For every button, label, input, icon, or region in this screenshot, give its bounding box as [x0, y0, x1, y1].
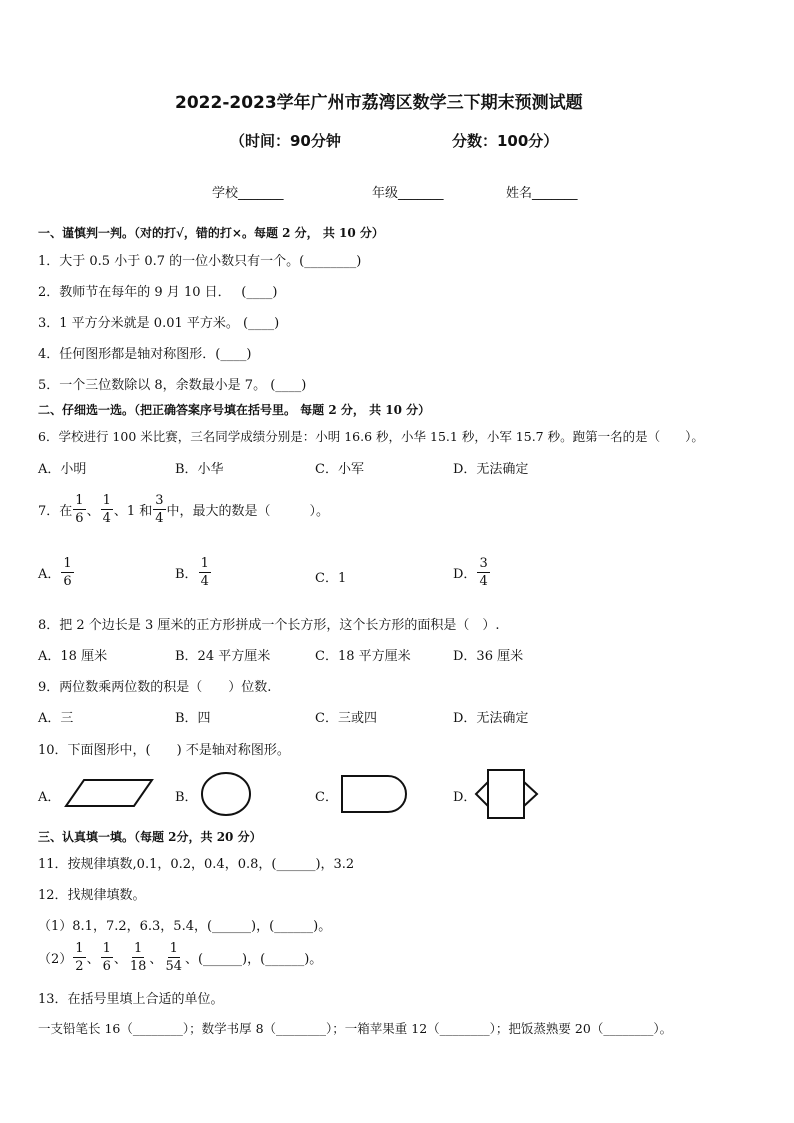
q9-option-a: A．三	[38, 711, 74, 726]
q9-option-c: C．三或四	[315, 711, 377, 726]
question-5: 5．一个三位数除以 8，余数最小是 7。 (____)	[38, 378, 307, 393]
q8-option-d: D．36 厘米	[453, 649, 524, 664]
q7-separator: 、	[86, 504, 100, 519]
q9-option-d: D．无法确定	[453, 711, 529, 726]
q8-option-b: B．24 平方厘米	[175, 649, 271, 664]
q7-fraction-1: $\frac{1}{6}$	[75, 493, 84, 526]
question-12-part-2: （2） $\frac{1}{2}$ 、 $\frac{1}{6}$ 、 $\frac{1}{18}$ 、 $\frac{1}{54}$ 、(______)，(______)。	[38, 941, 323, 974]
q7-option-c: C．1	[315, 571, 347, 586]
question-10: 10．下面图形中，( ) 不是轴对称图形。	[38, 743, 290, 758]
school-field: 学校_______	[212, 186, 284, 201]
q7-option-a: A． $\frac{1}{6}$	[38, 556, 72, 589]
question-1: 1．大于 0.5 小于 0.7 的一位小数只有一个。(________)	[38, 254, 362, 269]
question-9: 9．两位数乘两位数的积是（ ）位数.	[38, 680, 272, 695]
q10-option-b-label: B．	[175, 790, 198, 805]
name-field: 姓名_______	[506, 186, 578, 201]
question-6: 6．学校进行 100 米比赛，三名同学成绩分别是：小明 16.6 秒，小华 15.1 秒，小军 15.7 秒。跑第一名的是（ ）。	[38, 429, 704, 444]
grade-field: 年级_______	[372, 186, 444, 201]
q7-option-d: D． $\frac{3}{4}$	[453, 556, 488, 589]
q10-option-c-label: C．	[315, 790, 338, 805]
double-arrow-cross-shape	[474, 768, 540, 820]
section-1-heading: 一、谨慎判一判。（对的打√，错的打×。每题 2 分， 共 10 分）	[38, 226, 384, 240]
question-12-part-1: （1）8.1，7.2，6.3，5.4，(______)，(______)。	[38, 919, 332, 934]
question-3: 3．1 平方分米就是 0.01 平方米。 (____)	[38, 316, 280, 331]
question-2: 2．教师节在每年的 9 月 10 日． (____)	[38, 285, 278, 300]
section-2-heading: 二、仔细选一选。（把正确答案序号填在括号里。 每题 2 分， 共 10 分）	[38, 403, 431, 417]
q7-middle: 、1 和	[113, 504, 153, 519]
q9-option-b: B．四	[175, 711, 211, 726]
q8-option-c: C．18 平方厘米	[315, 649, 411, 664]
question-7	[38, 494, 329, 525]
q8-option-a: A．18 厘米	[38, 649, 108, 664]
question-8: 8．把 2 个边长是 3 厘米的正方形拼成一个长方形，这个长方形的面积是（ ）.	[38, 618, 500, 633]
question-13-line: 一支铅笔长 16（________）；数学书厚 8（________）；一箱苹果重 12（________）；把饭蒸熟要 20（________）。	[38, 1021, 673, 1036]
q6-option-d: D．无法确定	[453, 462, 529, 477]
parallelogram-shape	[64, 778, 154, 808]
q7-fraction-2: $\frac{1}{4}$	[102, 493, 111, 526]
question-13: 13．在括号里填上合适的单位。	[38, 992, 224, 1007]
q7-suffix: 中，最大的数是（ ）。	[166, 504, 330, 519]
exam-time: （时间：90分钟	[230, 132, 341, 150]
exam-score: 分数：100分）	[452, 132, 559, 150]
q10-option-a-label: A．	[38, 790, 61, 805]
q10-option-d-label: D．	[453, 790, 477, 805]
page-title: 2022-2023学年广州市荔湾区数学三下期末预测试题	[175, 93, 583, 113]
question-11: 11．按规律填数,0.1，0.2，0.4，0.8，(______)，3.2	[38, 857, 355, 872]
section-3-heading: 三、认真填一填。（每题 2分，共 20 分）	[38, 830, 262, 844]
circle-shape	[200, 772, 254, 816]
q7-fraction-3: $\frac{3}{4}$	[155, 493, 164, 526]
q7-option-b: B． $\frac{1}{4}$	[175, 556, 209, 589]
q6-option-c: C．小军	[315, 462, 364, 477]
rounded-rectangle-shape	[338, 774, 412, 814]
q7-prefix: 7．在	[38, 504, 73, 519]
question-4: 4．任何图形都是轴对称图形．(____)	[38, 347, 252, 362]
question-12: 12．找规律填数。	[38, 888, 146, 903]
q6-option-a: A．小明	[38, 462, 87, 477]
q6-option-b: B．小华	[175, 462, 224, 477]
